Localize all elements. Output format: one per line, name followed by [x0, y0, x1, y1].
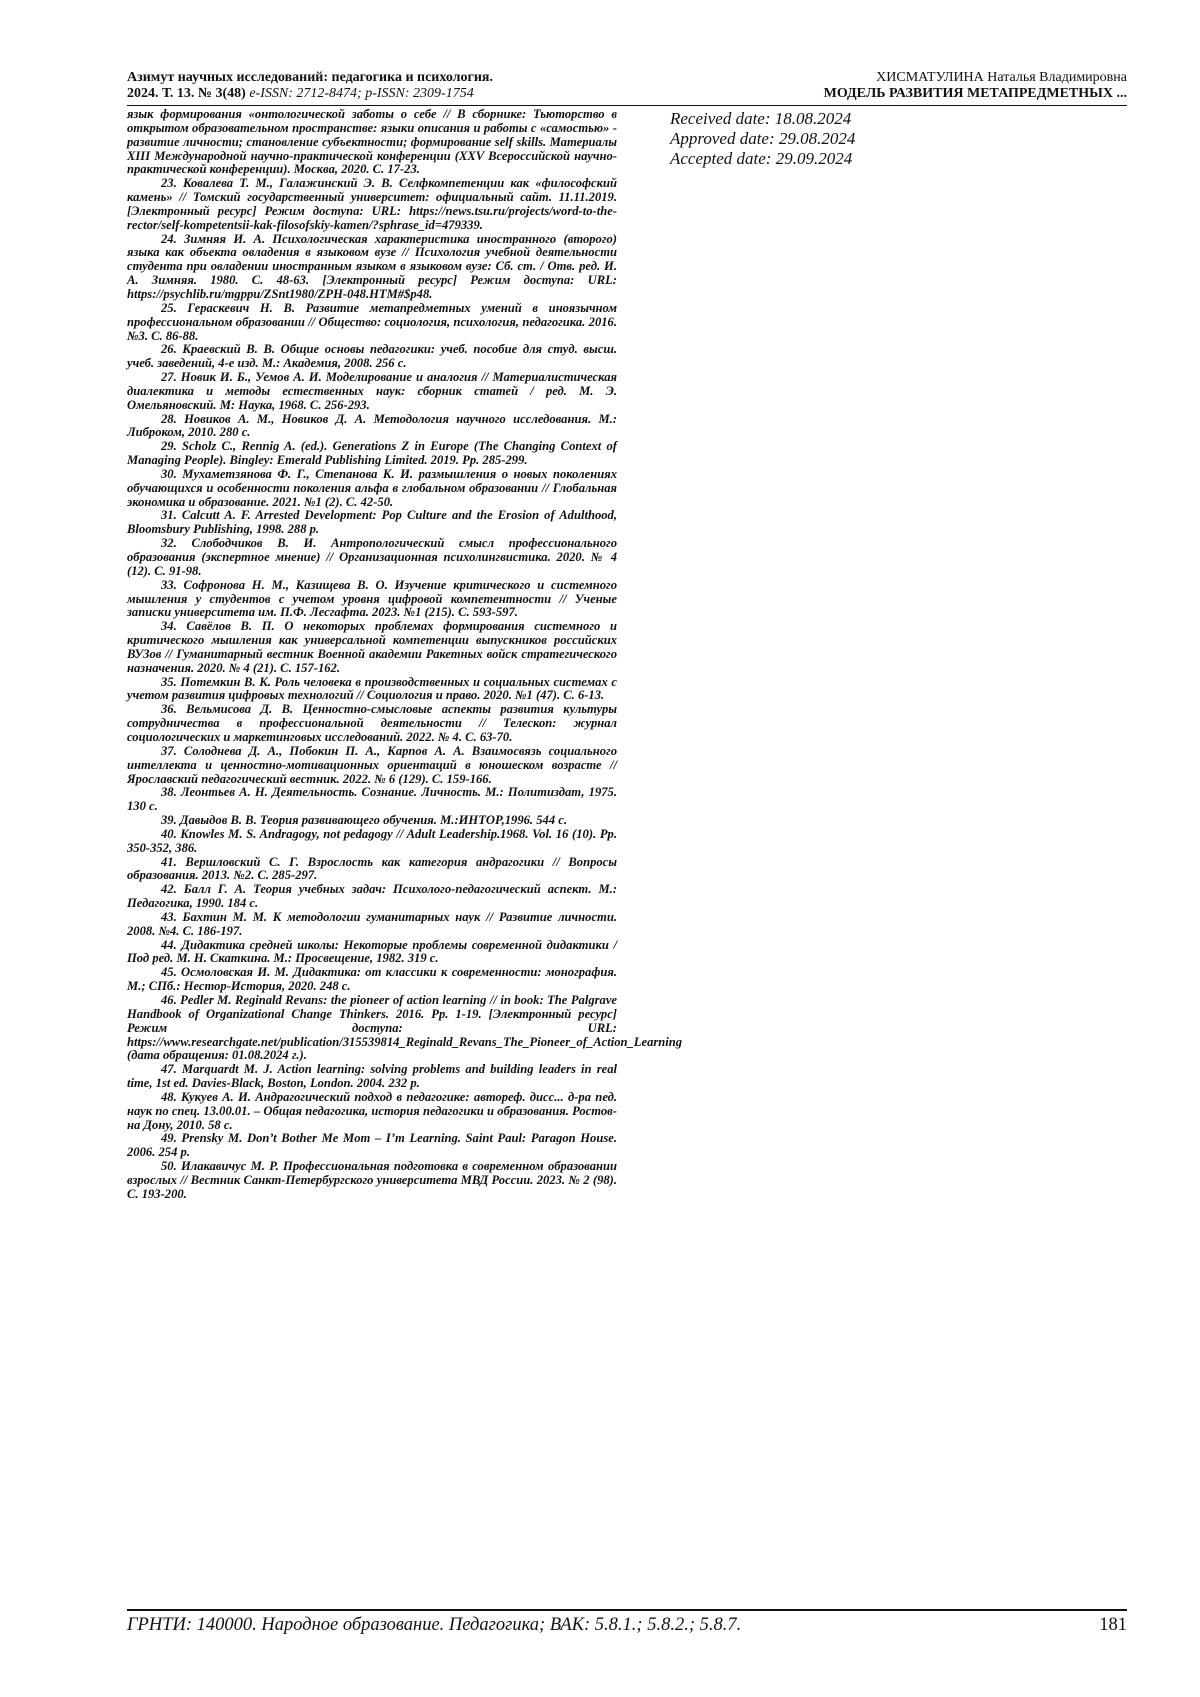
reference-item: 49. Prensky M. Don’t Bother Me Mom – I’m Learning. Saint Paul: Paragon House. 2006. 254 p. — [127, 1131, 617, 1160]
reference-item: 37. Солоднева Д. А., Побокин П. А., Карпов А. А. Взаимосвязь социального интеллекта и ценностно-мотивационных ориентаций в юношеском возрасте // Ярославский педагогический вестник. 2022. № 6 (129). С. 159-166. — [127, 743, 617, 786]
reference-item: 48. Кукуев А. И. Андрагогический подход в педагогике: автореф. дисс... д-ра пед. наук по спец. 13.00.01. – Общая педагогика, история педагогики и образования. Ростов-на Дону, 2010. 58 с. — [127, 1089, 617, 1132]
reference-item: язык формирования «онтологической заботы о себе // В сборнике: Тьюторство в открытом образовательном пространстве: языки описания и работы с «самостью» - развитие личности; становление субъектности; формирование self skills. Материалы XIII Международной научно-практической конференции (XXV Всероссийской научно-практической конференции). Москва, 2020. С. 17-23. — [127, 107, 617, 177]
journal-title: Азимут научных исследований: педагогика и психология. — [127, 70, 494, 85]
reference-item: 38. Леонтьев А. Н. Деятельность. Сознание. Личность. М.: Политиздат, 1975. 130 с. — [127, 785, 617, 814]
reference-item: 50. Илакавичус М. Р. Профессиональная подготовка в современном образовании взрослых // Вестник Санкт-Петербургского университета МВД России. 2023. № 2 (98). С. 193-200. — [127, 1159, 617, 1201]
reference-item: 39. Давыдов В. В. Теория развивающего обучения. М.:ИНТОР,1996. 544 с. — [161, 813, 568, 828]
footer-rule — [127, 1609, 1127, 1611]
reference-item: 31. Calcutt A. F. Arrested Development: Pop Culture and the Erosion of Adulthood, Bloomsbury Publishing, 1998. 288 p. — [127, 508, 617, 537]
reference-item: 27. Новик И. Б., Уемов А. И. Моделирование и аналогия // Материалистическая диалектика и методы естественных наук: сборник статей / ред. М. Э. Омельяновский. М: Наука, 1968. С. 256-293. — [127, 370, 617, 412]
header-rule — [127, 105, 1127, 106]
reference-item: 45. Осмоловская И. М. Дидактика: от классики к современности: монография. М.; СПб.: Нестор-История, 2020. 248 с. — [127, 965, 617, 994]
issue-line — [127, 86, 687, 102]
article-info — [647, 70, 1127, 102]
reference-item: 28. Новиков А. М., Новиков Д. А. Методология научного исследования. М.: Либроком, 2010. 280 с. — [127, 411, 617, 440]
reference-item: 41. Вершловский С. Г. Взрослость как категория андрагогики // Вопросы образования. 2013. №2. С. 285-297. — [127, 854, 617, 883]
reference-item: 42. Балл Г. А. Теория учебных задач: Психолого-педагогический аспект. М.: Педагогика, 1990. 184 с. — [127, 882, 617, 911]
author-name: ХИСМАТУЛИНА Наталья Владимировна — [876, 70, 1127, 85]
accepted-date: Accepted date: 29.09.2024 — [670, 149, 853, 168]
reference-list — [127, 107, 683, 1202]
page-number: 181 — [1099, 1615, 1127, 1635]
reference-item: 35. Потемкин В. К. Роль человека в производственных и социальных системах с учетом развития цифровых технологий // Социология и право. 2020. №1 (47). С. 6-13. — [127, 674, 617, 703]
reference-item: 33. Софронова Н. М., Казищева В. О. Изучение критического и системного мышления у студентов с учетом уровня цифровой компетентности // Ученые записки университета им. П.Ф. Лесгафта. 2023. №1 (215). С. 593-597. — [127, 577, 617, 620]
reference-item: 36. Вельмисова Д. В. Ценностно-смысловые аспекты развития культуры сотрудничества в профессиональной деятельности // Телескоп: журнал социологических и маркетинговых исследований. 2022. № 4. С. 63-70. — [127, 702, 617, 744]
reference-item: 43. Бахтин М. М. К методологии гуманитарных наук // Развитие личности. 2008. №4. С. 186-197. — [127, 909, 617, 938]
article-dates — [670, 109, 1070, 169]
reference-item: 25. Гераскевич Н. В. Развитие метапредметных умений в иноязычном профессиональном образовании // Общество: социология, психология, педагогика. 2016. №3. С. 86-88. — [127, 300, 617, 343]
journal-info — [127, 70, 687, 102]
reference-item: 47. Marquardt M. J. Action learning: solving problems and building leaders in real time, 1st ed. Davies-Black, Boston, London. 2004. 232 p. — [127, 1062, 617, 1091]
issue-number: 2024. Т. 13. № 3(48) — [127, 86, 246, 101]
reference-item: 30. Мухаметзянова Ф. Г., Степанова К. И. размышления о новых поколениях обучающихся и особенности поколения альфа в глобальном образовании // Глобальная экономика и образование. 2021. №1 (2). С. 42-50. — [127, 466, 617, 509]
reference-item: 29. Scholz C., Rennig A. (ed.). Generations Z in Europe (The Changing Context of Managing People). Bingley: Emerald Publishing Limited. 2019. Pp. 285-299. — [127, 439, 617, 468]
reference-item: 24. Зимняя И. А. Психологическая характеристика иностранного (второго) языка как объекта овладения в языковом вузе // Психология учебной деятельности студента при овладении иностранным языком в языковом вузе: Сб. ст. / Отв. ред. И. А. Зимняя. 1980. С. 48-63. [Электронный ресурс] Режим доступа: URL: https://psychlib.ru/mgppu/ZSnt1980/ZPH-048.HTM#$p48. — [127, 231, 617, 301]
approved-date: Approved date: 29.08.2024 — [670, 129, 856, 148]
reference-item: 26. Краевский В. В. Общие основы педагогики: учеб. пособие для студ. высш. учеб. заведений, 4-е изд. М.: Академия, 2008. 256 с. — [127, 342, 617, 371]
reference-item: 34. Савёлов В. П. О некоторых проблемах формирования системного и критического мышления как универсальной компетенции выпускников российских ВУЗов // Гуманитарный вестник Военной академии Ракетных войск стратегического назначения. 2020. № 4 (21). С. 157-162. — [127, 619, 617, 675]
reference-item: 23. Ковалева Т. М., Галажинский Э. В. Селфкомпетенции как «философский камень» // Томский государственный университет: официальный сайт. 11.11.2019. [Электронный ресурс] Режим доступа: URL: https://news.tsu.ru/projects/word-to-the-rector/self-kompetentsii-kak-filosofskiy-kamen/?sphrase_id=479339. — [127, 176, 617, 232]
article-title: МОДЕЛЬ РАЗВИТИЯ МЕТАПРЕДМЕТНЫХ ... — [823, 86, 1127, 101]
issn-numbers: e-ISSN: 2712-8474; p-ISSN: 2309-1754 — [249, 86, 474, 101]
reference-item: 44. Дидактика средней школы: Некоторые проблемы современной дидактики / Под ред. М. Н. Скаткина. М.: Просвещение, 1982. 319 с. — [127, 937, 617, 966]
reference-item: 46. Pedler M. Reginald Revans: the pioneer of action learning // in book: The Palgrave Handbook of Organizational Change Thinkers. 2016. Pp. 1-19. [Электронный ресурс] Режим доступа: URL: https://www.researchgate.net/publication/315539814_Reginald_Revans_The_Pioneer_of_Action_Learning (дата обращения: 01.08.2024 г.). — [127, 993, 683, 1063]
classification-codes: ГРНТИ: 140000. Народное образование. Педагогика; ВАК: 5.8.1.; 5.8.2.; 5.8.7. — [127, 1615, 742, 1635]
received-date: Received date: 18.08.2024 — [670, 109, 852, 128]
reference-item: 32. Слободчиков В. И. Антропологический смысл профессионального образования (экспертное мнение) // Организационная психолингвистика. 2020. № 4 (12). С. 91-98. — [127, 536, 617, 578]
reference-item: 40. Knowles M. S. Andragogy, not pedagogy // Adult Leadership.1968. Vol. 16 (10). Pp. 350-352, 386. — [127, 826, 617, 855]
